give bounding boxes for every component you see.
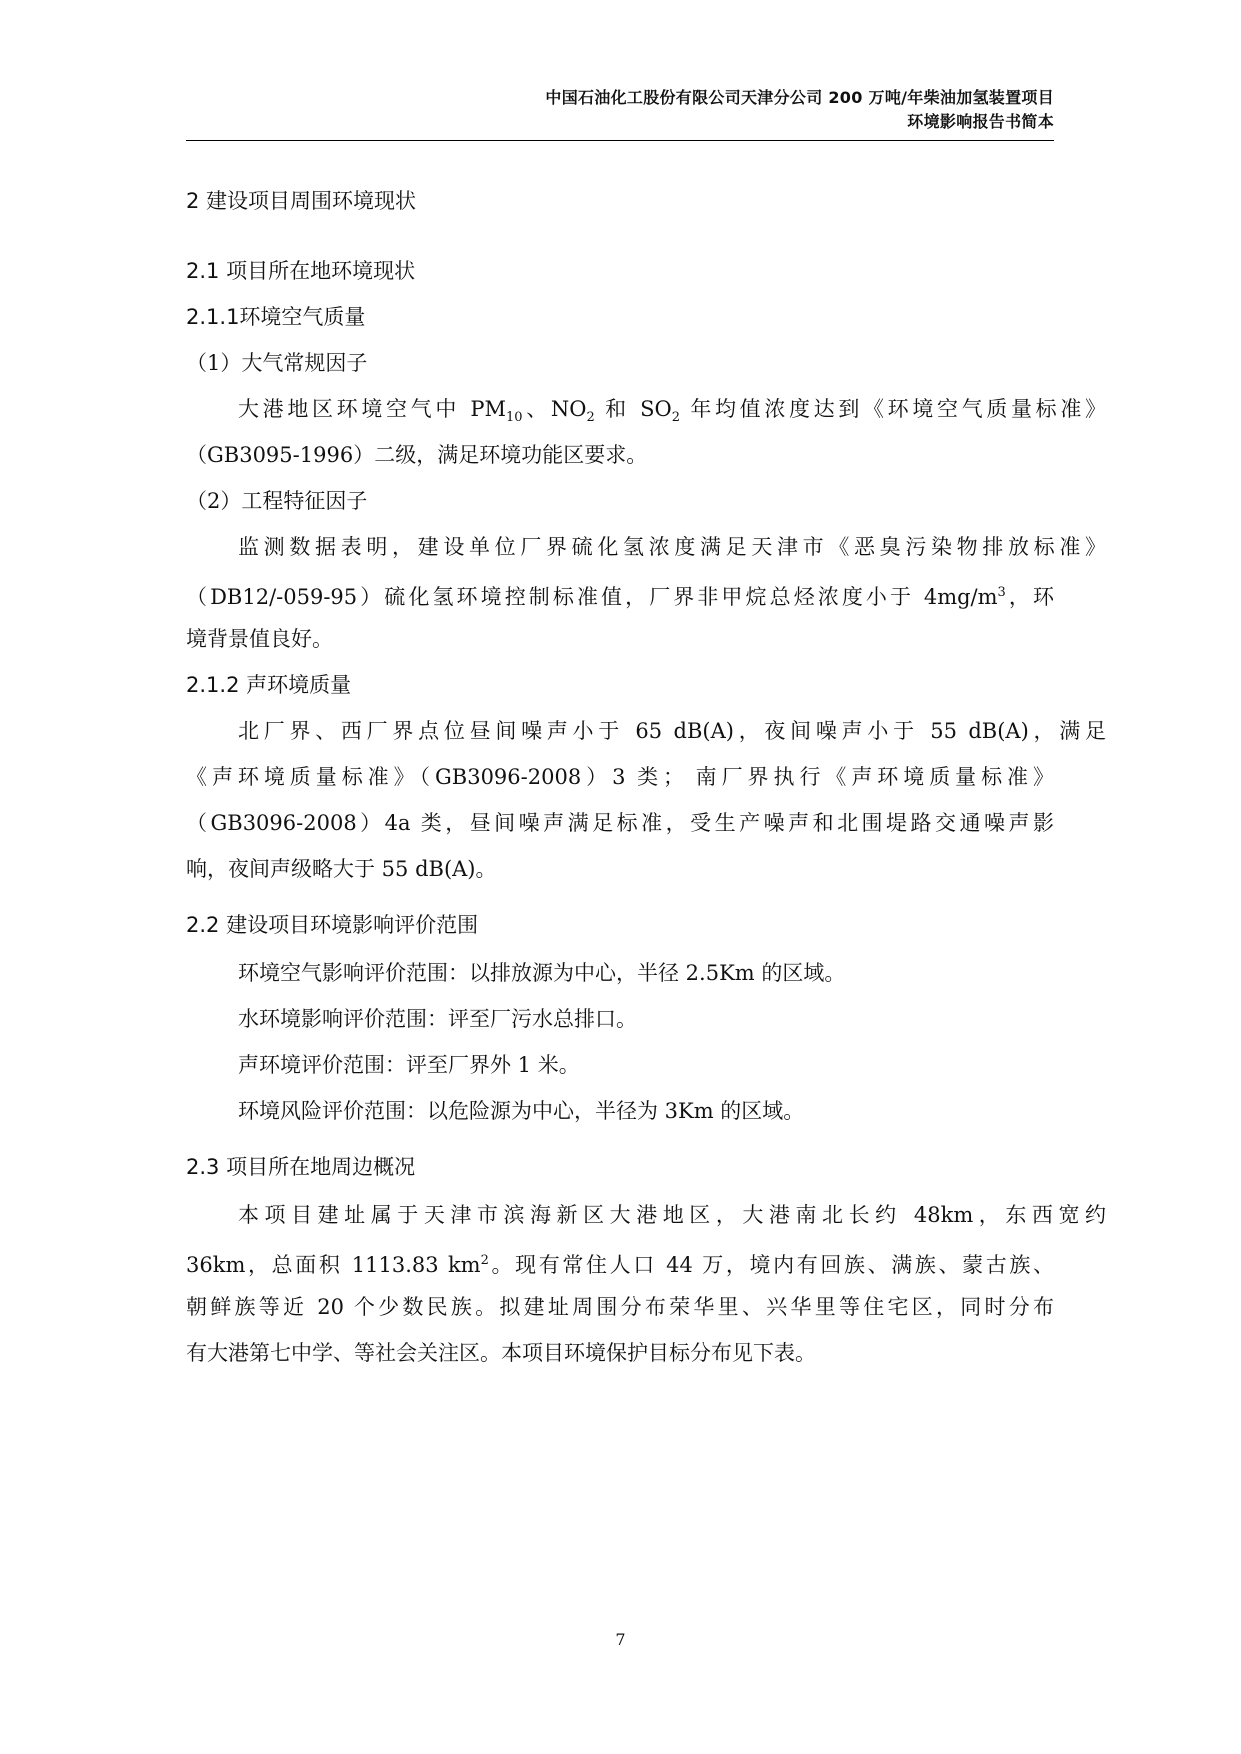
paragraph-noise-line-3: （GB3096-2008）4a 类，昼间噪声满足标准，受生产噪声和北围堤路交通噪声影 [186,811,1054,835]
page-number: 7 [615,1630,626,1649]
paragraph-surroundings-line-4: 有大港第七中学、等社会关注区。本项目环境保护目标分布见下表。 [186,1341,816,1365]
scope-risk: 环境风险评价范围：以危险源为中心，半径为 3Km 的区域。 [238,1099,805,1123]
header-title-line1: 中国石油化工股份有限公司天津分公司 200 万吨/年柴油加氢装置项目 [545,88,1054,107]
section-2-heading: 2 建设项目周围环境现状 [186,189,417,213]
item-2-heading: （2）工程特征因子 [186,489,368,513]
section-2-1-1-heading: 2.1.1环境空气质量 [186,305,366,329]
paragraph-noise-line-1: 北厂界、西厂界点位昼间噪声小于 65 dB(A)，夜间噪声小于 55 dB(A)，满足 [238,719,1106,743]
paragraph-feature-line-3: 境背景值良好。 [186,627,333,651]
scope-noise: 声环境评价范围：评至厂界外 1 米。 [238,1053,580,1077]
paragraph-surroundings-line-1: 本项目建址属于天津市滨海新区大港地区，大港南北长约 48km，东西宽约 [238,1203,1106,1227]
paragraph-surroundings-line-3: 朝鲜族等近 20 个少数民族。拟建址周围分布荣华里、兴华里等住宅区，同时分布 [186,1295,1054,1319]
header-title-line2: 环境影响报告书简本 [907,112,1054,131]
paragraph-noise-line-2: 《声环境质量标准》（GB3096-2008）3 类； 南厂界执行《声环境质量标准》 [186,765,1054,789]
paragraph-air-line-2: （GB3095-1996）二级，满足环境功能区要求。 [186,443,648,467]
header-rule [186,140,1054,141]
section-2-1-heading: 2.1 项目所在地环境现状 [186,259,416,283]
item-1-heading: （1）大气常规因子 [186,351,368,375]
page-header [186,86,1054,134]
paragraph-feature-line-2: （DB12/-059-95）硫化氢环境控制标准值，厂界非甲烷总烃浓度小于 $4mg/m^3$，环 [186,585,1054,609]
scope-air: 环境空气影响评价范围：以排放源为中心，半径 2.5Km 的区域。 [238,961,846,985]
paragraph-air-line-1: 大港地区环境空气中 $PM_{10}$、$NO_2$ 和 $SO_2$ 年均值浓度达到《环境空气质量标准》 [238,397,1107,426]
section-2-2-heading: 2.2 建设项目环境影响评价范围 [186,913,479,937]
section-2-3-heading: 2.3 项目所在地周边概况 [186,1155,416,1179]
section-2-1-2-heading: 2.1.2 声环境质量 [186,673,352,697]
scope-water: 水环境影响评价范围：评至厂污水总排口。 [238,1007,637,1031]
paragraph-noise-line-4: 响，夜间声级略大于 55 dB(A)。 [186,857,497,881]
paragraph-feature-line-1: 监测数据表明，建设单位厂界硫化氢浓度满足天津市《恶臭污染物排放标准》 [238,535,1106,559]
paragraph-surroundings-line-2: 36km，总面积 1113.83 $km^2$。现有常住人口 44 万，境内有回族、满族、蒙古族、 [186,1253,1054,1277]
